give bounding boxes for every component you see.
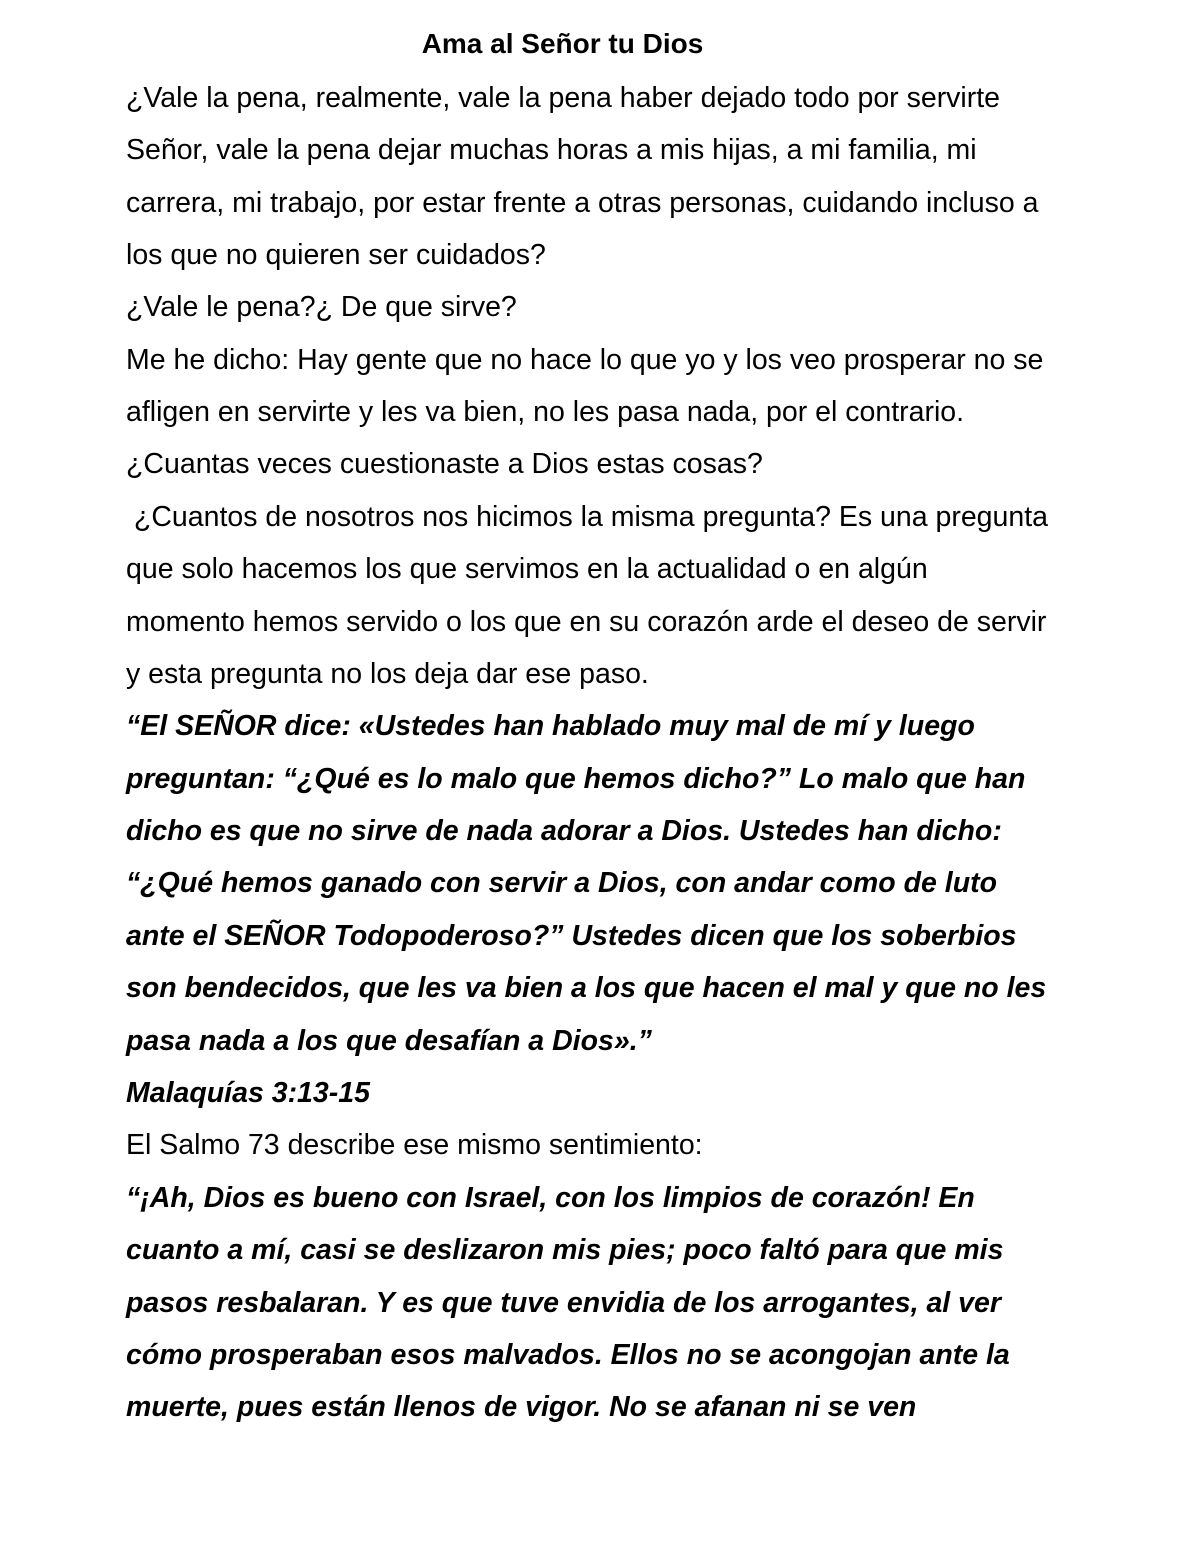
scripture-reference: Malaquías 3:13-15 (126, 1077, 370, 1109)
body-line: El Salmo 73 describe ese mismo sentimiento: (126, 1129, 703, 1161)
body-line: ¿Vale la pena, realmente, vale la pena haber dejado todo por servirte (126, 82, 1001, 114)
body-line: ¿Cuantas veces cuestionaste a Dios estas cosas? (126, 448, 763, 480)
body-line: ¿Vale le pena?¿ De que sirve? (126, 291, 517, 323)
quote-line: cuanto a mí, casi se deslizaron mis pies; poco faltó para que mis (126, 1234, 1004, 1266)
body-line: afligen en servirte y les va bien, no les pasa nada, por el contrario. (126, 396, 965, 428)
quote-line: muerte, pues están llenos de vigor. No se afanan ni se ven (126, 1391, 917, 1423)
page-title: Ama al Señor tu Dios (421, 28, 704, 59)
body-line: carrera, mi trabajo, por estar frente a otras personas, cuidando incluso a (126, 187, 1039, 219)
body-line: momento hemos servido o los que en su corazón arde el deseo de servir (126, 606, 1047, 638)
quote-line: ante el SEÑOR Todopoderoso?” Ustedes dicen que los soberbios (126, 920, 1017, 952)
quote-line: cómo prosperaban esos malvados. Ellos no se acongojan ante la (126, 1339, 1010, 1371)
quote-line: pasa nada a los que desafían a Dios».” (126, 1025, 652, 1057)
quote-line: preguntan: “¿Qué es lo malo que hemos dicho?” Lo malo que han (126, 763, 1026, 795)
quote-line: “¡Ah, Dios es bueno con Israel, con los limpios de corazón! En (126, 1182, 975, 1214)
body-line: y esta pregunta no los deja dar ese paso. (126, 658, 649, 690)
quote-line: dicho es que no sirve de nada adorar a Dios. Ustedes han dicho: (126, 815, 1002, 847)
body-line: Señor, vale la pena dejar muchas horas a mis hijas, a mi familia, mi (126, 134, 977, 166)
body-line: los que no quieren ser cuidados? (126, 239, 546, 271)
quote-line: “¿Qué hemos ganado con servir a Dios, con andar como de luto (126, 867, 998, 899)
quote-line: “El SEÑOR dice: «Ustedes han hablado muy mal de mí y luego (126, 710, 975, 742)
body-line: que solo hacemos los que servimos en la actualidad o en algún (126, 553, 928, 585)
body-line: Me he dicho: Hay gente que no hace lo que yo y los veo prosperar no se (126, 344, 1044, 376)
body-line: ¿Cuantos de nosotros nos hicimos la misma pregunta? Es una pregunta (126, 501, 1049, 533)
quote-line: pasos resbalaran. Y es que tuve envidia de los arrogantes, al ver (126, 1287, 1001, 1319)
quote-line: son bendecidos, que les va bien a los que hacen el mal y que no les (126, 972, 1047, 1004)
